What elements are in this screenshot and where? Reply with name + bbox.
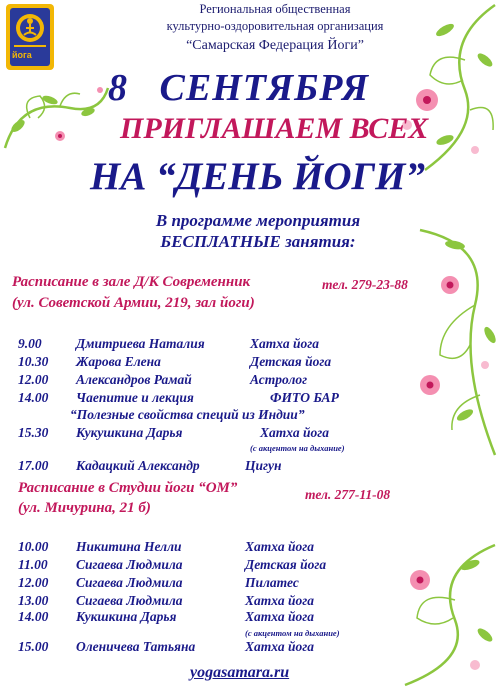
org-line-2: культурно-оздоровительная организация	[166, 19, 384, 33]
schedule-instructor: Кукшкина Дарья	[76, 609, 177, 624]
website-link[interactable]: yogasamara.ru	[190, 664, 290, 681]
venue1-phone: тел. 279-23-88	[322, 277, 408, 292]
schedule-time: 12.00	[18, 372, 49, 387]
breathing-note: (с акцентом на дыхание)	[245, 628, 340, 638]
schedule-instructor: Дмитриева Наталия	[76, 336, 205, 351]
schedule-instructor: Чаепитие и лекция	[76, 390, 194, 405]
schedule-activity: Хатха йога	[245, 639, 314, 654]
schedule-instructor: Сигаева Людмила	[76, 575, 183, 590]
schedule-activity: Детская йога	[250, 354, 332, 369]
schedule-time: 15.30	[18, 425, 49, 440]
logo-text: йога	[12, 50, 32, 60]
schedule-time: 11.00	[18, 557, 48, 572]
org-line-1: Региональная общественная	[199, 2, 351, 16]
schedule-instructor: Оленичева Татьяна	[76, 639, 196, 654]
schedule-time: 13.00	[18, 593, 49, 608]
schedule-activity: Хатха йога	[245, 593, 314, 608]
yoga-federation-logo	[4, 2, 56, 74]
schedule-time: 10.30	[18, 354, 49, 369]
schedule-time: 9.00	[18, 336, 42, 351]
schedule-activity: Хатха йога	[245, 539, 314, 554]
org-line-3: “Самарская Федерация Йоги”	[186, 38, 364, 53]
schedule-time: 15.00	[18, 639, 49, 654]
program-line-1: В программе мероприятия	[155, 211, 361, 230]
schedule-instructor: Сигаева Людмила	[76, 557, 183, 572]
venue2-phone: тел. 277-11-08	[305, 487, 391, 502]
schedule-time: 17.00	[18, 458, 49, 473]
venue2-title: Расписание в Студии йоги “ОМ”	[18, 480, 238, 496]
floral-ornament-top-left	[0, 78, 115, 153]
floral-ornament-bottom-right	[375, 540, 500, 687]
venue1-title: Расписание в зале Д/К Современник	[12, 274, 251, 290]
schedule-activity: Хатха йога	[245, 609, 314, 624]
venue1-address: (ул. Советской Армии, 219, зал йоги)	[12, 295, 255, 311]
program-line-2: БЕСПЛАТНЫЕ занятия:	[160, 232, 356, 251]
schedule-time: 12.00	[18, 575, 49, 590]
venue2-address: (ул. Мичурина, 21 б)	[18, 500, 151, 516]
schedule-instructor: Жарова Елена	[76, 354, 161, 369]
schedule-activity: ФИТО БАР	[270, 390, 339, 405]
schedule-instructor: Александров Рамай	[76, 372, 192, 387]
schedule-instructor: Кукушкина Дарья	[76, 425, 183, 440]
floral-ornament-top-right	[385, 0, 500, 180]
schedule-activity: Детская йога	[245, 557, 327, 572]
invitation-line: ПРИГЛАШАЕМ ВСЕХ	[120, 112, 429, 145]
event-date: 8 СЕНТЯБРЯ	[108, 67, 370, 109]
schedule-time: 14.00	[18, 390, 49, 405]
floral-ornament-middle-right	[380, 225, 500, 460]
schedule-instructor: Кадацкий Александр	[76, 458, 200, 473]
schedule-activity: Хатха йога	[250, 336, 319, 351]
event-title: НА “ДЕНЬ ЙОГИ”	[90, 155, 425, 198]
schedule-time: 14.00	[18, 609, 49, 624]
schedule-instructor: Сигаева Людмила	[76, 593, 183, 608]
schedule-activity: Хатха йога	[260, 425, 329, 440]
schedule-time: 10.00	[18, 539, 49, 554]
schedule-activity: Пилатес	[245, 575, 299, 590]
schedule-activity: Астролог	[250, 372, 308, 387]
lecture-title: “Полезные свойства специй из Индии”	[70, 407, 305, 422]
schedule-activity: Цигун	[245, 458, 282, 473]
breathing-note: (с акцентом на дыхание)	[250, 443, 345, 453]
schedule-instructor: Никитина Нелли	[76, 539, 182, 554]
